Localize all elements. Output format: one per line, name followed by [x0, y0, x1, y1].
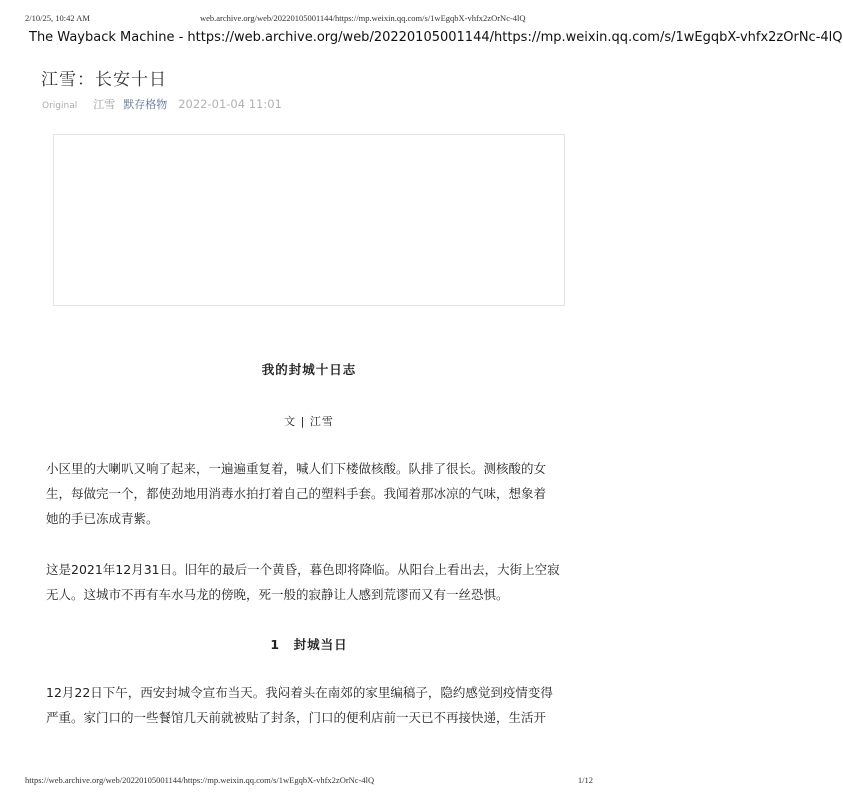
section-heading-1: 1 封城当日 [270, 637, 348, 652]
paragraph-line: 严重。家门口的一些餐馆几天前就被贴了封条，门口的便利店前一天已不再接快递，生活开 [46, 710, 547, 725]
paragraph-line: 12月22日下午，西安封城令宣布当天。我闷着头在南郊的家里编稿子，隐约感觉到疫情变得 [46, 685, 553, 700]
paragraph-1 [46, 456, 576, 531]
paragraph-line: 小区里的大喇叭又响了起来，一遍遍重复着，喊人们下楼做核酸。队排了很长。测核酸的女 [46, 461, 547, 476]
paragraph-line: 她的手已冻成青紫。 [46, 511, 159, 526]
print-header-url: web.archive.org/web/20220105001144/https://mp.weixin.qq.com/s/1wEgqbX-vhfx2zOrNc-4lQ [200, 13, 526, 23]
publish-time: 2022-01-04 11:01 [178, 97, 282, 111]
wayback-title: The Wayback Machine - https://web.archive.org/web/20220105001144/https://mp.weixin.qq.com/s/1wEgqbX-vhfx2zOrNc-4lQ [29, 30, 843, 45]
article-byline: 文 | 江雪 [284, 415, 334, 428]
article-meta [42, 96, 282, 112]
paragraph-3 [46, 680, 576, 730]
print-datetime: 2/10/25, 10:42 AM [25, 13, 90, 23]
original-tag: Original [42, 101, 78, 111]
page-number: 1/12 [577, 775, 593, 785]
article-heading: 我的封城十日志 [261, 362, 357, 377]
account-link[interactable]: 默存格物 [123, 98, 168, 111]
paragraph-line: 这是2021年12月31日。旧年的最后一个黄昏，暮色即将降临。从阳台上看出去，大街上空寂 [46, 562, 560, 577]
paragraph-2 [46, 557, 576, 607]
paragraph-line: 无人。这城市不再有车水马龙的傍晚，死一般的寂静让人感到荒谬而又有一丝恐惧。 [46, 587, 509, 602]
cover-image-placeholder [53, 134, 565, 306]
author-name: 江雪 [93, 98, 116, 111]
paragraph-line: 生，每做完一个，都使劲地用消毒水拍打着自己的塑料手套。我闻着那冰凉的气味，想象着 [46, 486, 547, 501]
article-title: 江雪：长安十日 [41, 70, 167, 90]
print-footer-url: https://web.archive.org/web/20220105001144/https://mp.weixin.qq.com/s/1wEgqbX-vhfx2zOrNc-4lQ [25, 775, 375, 785]
